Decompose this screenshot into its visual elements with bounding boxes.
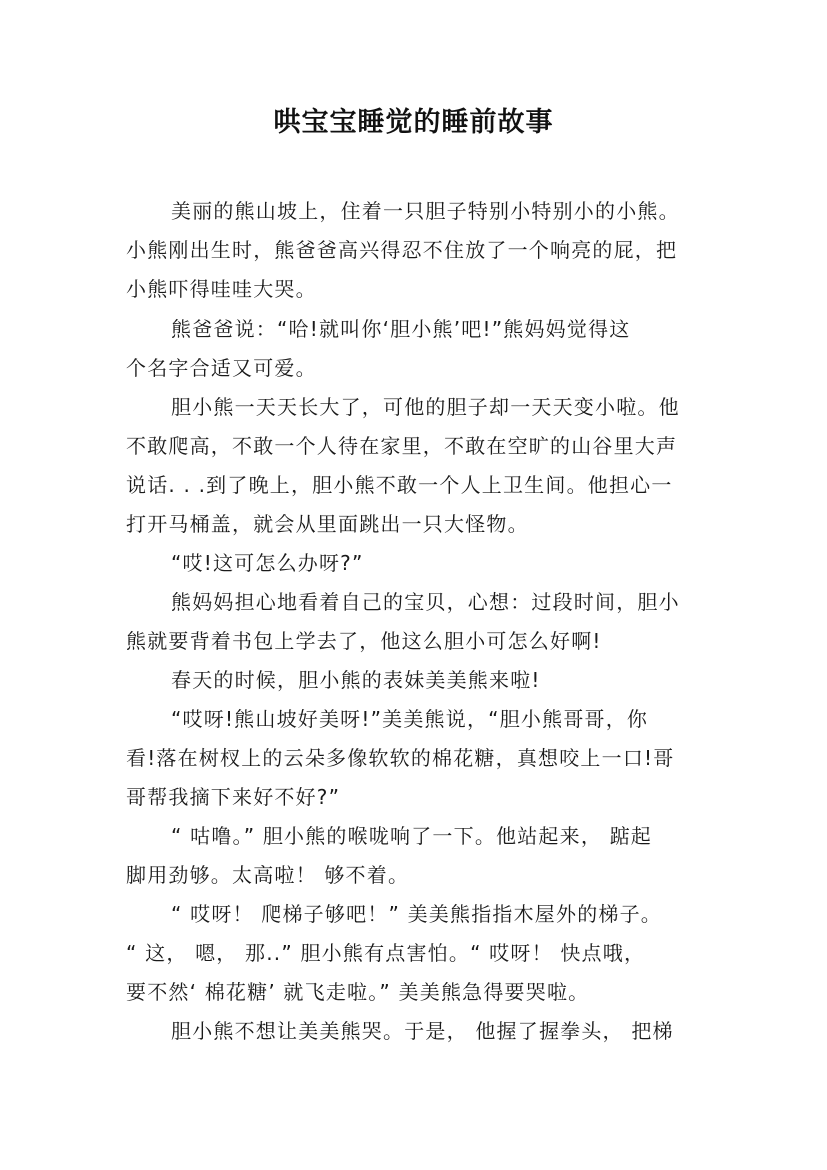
- text-line: 熊妈妈担心地看着自己的宝贝，心想：过段时间，胆小: [171, 590, 680, 614]
- text-line: “ 这， 嗯， 那..” 胆小熊有点害怕。“ 哎呀！ 快点哦，: [126, 941, 646, 965]
- text-line: 胆小熊不想让美美熊哭。于是， 他握了握拳头， 把梯: [171, 1019, 674, 1043]
- text-line: 要不然‘ 棉花糖’ 就飞走啦。” 美美熊急得要哭啦。: [126, 980, 590, 1004]
- text-line: 打开马桶盖，就会从里面跳出一只大怪物。: [126, 512, 529, 536]
- text-line: 个名字合适又可爱。: [126, 356, 317, 380]
- text-line: 不敢爬高，不敢一个人待在家里，不敢在空旷的山谷里大声: [126, 434, 678, 458]
- text-line: 熊就要背着书包上学去了，他这么胆小可怎么好啊!: [126, 629, 602, 653]
- text-line: 小熊刚出生时，熊爸爸高兴得忍不住放了一个响亮的屁，把: [126, 238, 678, 262]
- text-line: 说话. . .到了晚上，胆小熊不敢一个人上卫生间。他担心一: [126, 473, 673, 497]
- text-line: 小熊吓得哇哇大哭。: [126, 277, 317, 301]
- text-line: 熊爸爸说：“哈!就叫你‘胆小熊’吧!”熊妈妈觉得这: [171, 317, 631, 341]
- text-line: 美丽的熊山坡上，住着一只胆子特别小特别小的小熊。: [171, 199, 680, 223]
- page-title: 哄宝宝睡觉的睡前故事: [273, 107, 554, 138]
- text-line: “哎!这可怎么办呀?”: [171, 551, 364, 575]
- text-line: “哎呀!熊山坡好美呀!”美美熊说，“胆小熊哥哥，你: [171, 707, 649, 731]
- text-line: 胆小熊一天天长大了，可他的胆子却一天天变小啦。他: [171, 395, 680, 419]
- text-line: 脚用劲够。太高啦！ 够不着。: [126, 863, 410, 887]
- text-line: 看!落在树杈上的云朵多像软软的棉花糖，真想咬上一口!哥: [126, 746, 675, 770]
- text-line: “ 哎呀！ 爬梯子够吧！” 美美熊指指木屋外的梯子。: [171, 902, 662, 926]
- text-line: “ 咕噜。” 胆小熊的喉咙响了一下。他站起来， 踮起: [171, 824, 652, 848]
- text-line: 哥帮我摘下来好不好?”: [126, 785, 341, 809]
- text-line: 春天的时候，胆小熊的表妹美美熊来啦!: [171, 668, 541, 692]
